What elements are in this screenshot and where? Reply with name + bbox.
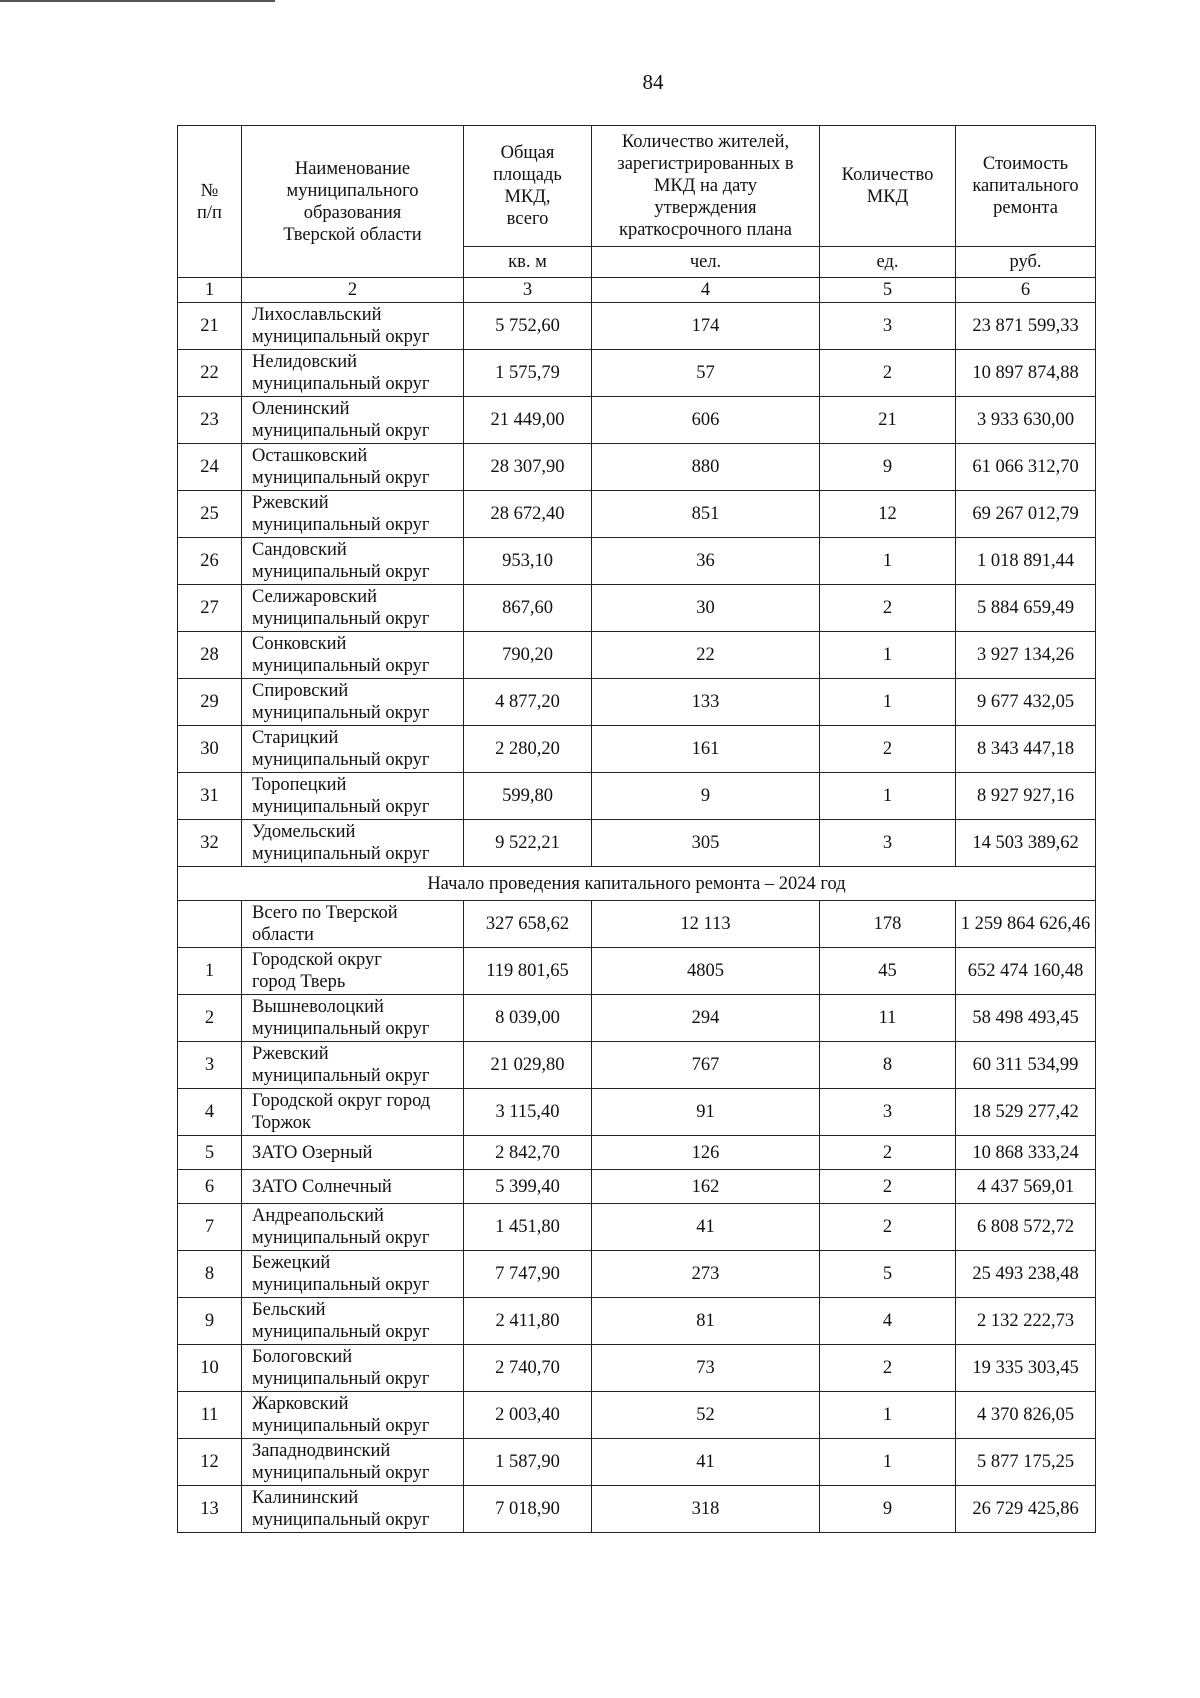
- unit-area: кв. м: [464, 247, 592, 278]
- header-residents: Количество жителей, зарегистрированных в МКД на дату утверждения краткосрочного плана: [592, 126, 820, 247]
- column-number: 2: [242, 278, 464, 303]
- total-area: 599,80: [464, 773, 592, 820]
- repair-cost: 3 933 630,00: [956, 397, 1096, 444]
- table-row: [178, 585, 1096, 632]
- residents-count: 52: [592, 1392, 820, 1439]
- repair-cost: 23 871 599,33: [956, 303, 1096, 350]
- building-count: 9: [820, 444, 956, 491]
- table-row: [178, 820, 1096, 867]
- column-number: 1: [178, 278, 242, 303]
- total-area: 2 740,70: [464, 1345, 592, 1392]
- municipality-name: [242, 679, 464, 726]
- building-count: 2: [820, 350, 956, 397]
- row-number: 2: [178, 995, 242, 1042]
- repair-cost: 9 677 432,05: [956, 679, 1096, 726]
- table-row: [178, 1439, 1096, 1486]
- repair-cost: 6 808 572,72: [956, 1204, 1096, 1251]
- row-number: 21: [178, 303, 242, 350]
- municipality-name-text: Бельский муниципальный округ: [252, 1300, 430, 1342]
- total-area: 28 672,40: [464, 491, 592, 538]
- building-count: 1: [820, 1439, 956, 1486]
- row-number: [178, 901, 242, 948]
- table-header-row: [178, 126, 1096, 247]
- residents-count: 126: [592, 1136, 820, 1170]
- municipality-name: [242, 1486, 464, 1533]
- residents-count: 851: [592, 491, 820, 538]
- table-row: [178, 444, 1096, 491]
- repair-cost: 25 493 238,48: [956, 1251, 1096, 1298]
- municipality-name-text: Западнодвинский муниципальный округ: [252, 1441, 430, 1483]
- row-number: 8: [178, 1251, 242, 1298]
- residents-count: 318: [592, 1486, 820, 1533]
- repair-cost: 60 311 534,99: [956, 1042, 1096, 1089]
- building-count: 3: [820, 820, 956, 867]
- residents-count: 41: [592, 1439, 820, 1486]
- repair-cost: 26 729 425,86: [956, 1486, 1096, 1533]
- building-count: 9: [820, 1486, 956, 1533]
- municipality-name-text: Нелидовский муниципальный округ: [252, 352, 430, 394]
- total-area: 5 399,40: [464, 1170, 592, 1204]
- building-count: 2: [820, 585, 956, 632]
- row-number: 5: [178, 1136, 242, 1170]
- municipality-name-text: Бологовский муниципальный округ: [252, 1347, 430, 1389]
- unit-cost: руб.: [956, 247, 1096, 278]
- municipality-name-text: Городской округ город Тверь: [252, 950, 382, 992]
- building-count: 2: [820, 1204, 956, 1251]
- unit-count: ед.: [820, 247, 956, 278]
- building-count: 8: [820, 1042, 956, 1089]
- column-number: 3: [464, 278, 592, 303]
- municipality-name: [242, 995, 464, 1042]
- table-row: [178, 632, 1096, 679]
- total-area: 119 801,65: [464, 948, 592, 995]
- residents-count: 606: [592, 397, 820, 444]
- repair-cost: 18 529 277,42: [956, 1089, 1096, 1136]
- table-row: [178, 995, 1096, 1042]
- header-count: Количество МКД: [820, 126, 956, 247]
- header-number: № п/п: [178, 126, 242, 278]
- scan-edge-line: [0, 0, 275, 2]
- residents-count: 273: [592, 1251, 820, 1298]
- repair-cost: 1 018 891,44: [956, 538, 1096, 585]
- municipality-name: [242, 350, 464, 397]
- residents-count: 767: [592, 1042, 820, 1089]
- building-count: 2: [820, 1136, 956, 1170]
- municipality-name: [242, 1392, 464, 1439]
- municipality-name: [242, 820, 464, 867]
- residents-count: 133: [592, 679, 820, 726]
- municipality-name: [242, 1170, 464, 1204]
- building-count: 3: [820, 1089, 956, 1136]
- municipality-name: [242, 491, 464, 538]
- row-number: 6: [178, 1170, 242, 1204]
- municipality-name: [242, 444, 464, 491]
- unit-residents: чел.: [592, 247, 820, 278]
- building-count: 3: [820, 303, 956, 350]
- municipality-name: [242, 773, 464, 820]
- row-number: 31: [178, 773, 242, 820]
- residents-count: 305: [592, 820, 820, 867]
- table-row: [178, 1392, 1096, 1439]
- municipality-name-text: Старицкий муниципальный округ: [252, 728, 430, 770]
- residents-count: 22: [592, 632, 820, 679]
- capital-repair-table: [177, 125, 1096, 1533]
- table-row: [178, 726, 1096, 773]
- building-count: 21: [820, 397, 956, 444]
- residents-count: 294: [592, 995, 820, 1042]
- row-number: 24: [178, 444, 242, 491]
- municipality-name: [242, 538, 464, 585]
- municipality-name-text: ЗАТО Озерный: [252, 1142, 373, 1163]
- municipality-name-text: Калининский муниципальный округ: [252, 1488, 430, 1530]
- column-number: 4: [592, 278, 820, 303]
- repair-cost: 8 343 447,18: [956, 726, 1096, 773]
- repair-cost: 1 259 864 626,46: [956, 901, 1096, 948]
- header-cost: Стоимость капитального ремонта: [956, 126, 1096, 247]
- repair-cost: 652 474 160,48: [956, 948, 1096, 995]
- municipality-name: [242, 632, 464, 679]
- residents-count: 9: [592, 773, 820, 820]
- residents-count: 4805: [592, 948, 820, 995]
- total-area: 1 575,79: [464, 350, 592, 397]
- table-row: [178, 1298, 1096, 1345]
- building-count: 2: [820, 726, 956, 773]
- repair-cost: 8 927 927,16: [956, 773, 1096, 820]
- total-area: 1 451,80: [464, 1204, 592, 1251]
- municipality-name-text: Всего по Тверской области: [252, 903, 398, 945]
- municipality-name: [242, 726, 464, 773]
- municipality-name: [242, 1439, 464, 1486]
- building-count: 5: [820, 1251, 956, 1298]
- residents-count: 162: [592, 1170, 820, 1204]
- residents-count: 57: [592, 350, 820, 397]
- building-count: 2: [820, 1345, 956, 1392]
- table-row: [178, 948, 1096, 995]
- total-area: 9 522,21: [464, 820, 592, 867]
- municipality-name: [242, 397, 464, 444]
- row-number: 13: [178, 1486, 242, 1533]
- table-row: [178, 1204, 1096, 1251]
- table-row: [178, 303, 1096, 350]
- total-area: 2 842,70: [464, 1136, 592, 1170]
- municipality-name: [242, 303, 464, 350]
- repair-cost: 2 132 222,73: [956, 1298, 1096, 1345]
- row-number: 29: [178, 679, 242, 726]
- residents-count: 880: [592, 444, 820, 491]
- table-row: [178, 1136, 1096, 1170]
- building-count: 11: [820, 995, 956, 1042]
- building-count: 1: [820, 773, 956, 820]
- municipality-name-text: Оленинский муниципальный округ: [252, 399, 430, 441]
- municipality-name-text: Жарковский муниципальный округ: [252, 1394, 430, 1436]
- residents-count: 91: [592, 1089, 820, 1136]
- header-area: Общая площадь МКД, всего: [464, 126, 592, 247]
- municipality-name: [242, 1042, 464, 1089]
- municipality-name-text: Осташковский муниципальный округ: [252, 446, 430, 488]
- total-area: 327 658,62: [464, 901, 592, 948]
- row-number: 11: [178, 1392, 242, 1439]
- repair-cost: 19 335 303,45: [956, 1345, 1096, 1392]
- municipality-name-text: Сандовский муниципальный округ: [252, 540, 430, 582]
- table-row: [178, 350, 1096, 397]
- repair-cost: 61 066 312,70: [956, 444, 1096, 491]
- municipality-name: [242, 1251, 464, 1298]
- total-area: 2 003,40: [464, 1392, 592, 1439]
- section-title: Начало проведения капитального ремонта – 2024 год: [178, 867, 1096, 901]
- municipality-name-text: Бежецкий муниципальный округ: [252, 1253, 430, 1295]
- table-row: [178, 397, 1096, 444]
- header-name: Наименование муниципального образования Тверской области: [242, 126, 464, 278]
- table-row: [178, 491, 1096, 538]
- municipality-name-text: Сонковский муниципальный округ: [252, 634, 430, 676]
- total-area: 7 018,90: [464, 1486, 592, 1533]
- building-count: 1: [820, 679, 956, 726]
- municipality-name: [242, 1345, 464, 1392]
- building-count: 1: [820, 1392, 956, 1439]
- page-number: 84: [642, 70, 664, 94]
- residents-count: 36: [592, 538, 820, 585]
- row-number: 22: [178, 350, 242, 397]
- residents-count: 161: [592, 726, 820, 773]
- total-area: 2 411,80: [464, 1298, 592, 1345]
- repair-cost: 10 897 874,88: [956, 350, 1096, 397]
- repair-cost: 69 267 012,79: [956, 491, 1096, 538]
- table-row: [178, 1345, 1096, 1392]
- building-count: 4: [820, 1298, 956, 1345]
- table-row: [178, 1089, 1096, 1136]
- building-count: 45: [820, 948, 956, 995]
- municipality-name-text: Андреапольский муниципальный округ: [252, 1206, 430, 1248]
- building-count: 2: [820, 1170, 956, 1204]
- municipality-name: [242, 1089, 464, 1136]
- table-row: [178, 773, 1096, 820]
- municipality-name: [242, 1298, 464, 1345]
- row-number: 9: [178, 1298, 242, 1345]
- row-number: 30: [178, 726, 242, 773]
- table-row: [178, 538, 1096, 585]
- total-area: 867,60: [464, 585, 592, 632]
- municipality-name: [242, 901, 464, 948]
- row-number: 12: [178, 1439, 242, 1486]
- column-number: 5: [820, 278, 956, 303]
- municipality-name-text: Селижаровский муниципальный округ: [252, 587, 430, 629]
- municipality-name-text: Ржевский муниципальный округ: [252, 1044, 430, 1086]
- building-count: 1: [820, 538, 956, 585]
- total-area: 790,20: [464, 632, 592, 679]
- row-number: 23: [178, 397, 242, 444]
- row-number: 3: [178, 1042, 242, 1089]
- total-area: 1 587,90: [464, 1439, 592, 1486]
- table-row: [178, 1486, 1096, 1533]
- municipality-name-text: ЗАТО Солнечный: [252, 1176, 392, 1197]
- total-area: 4 877,20: [464, 679, 592, 726]
- section-title-row: [178, 867, 1096, 901]
- repair-cost: 5 884 659,49: [956, 585, 1096, 632]
- repair-cost: 58 498 493,45: [956, 995, 1096, 1042]
- residents-count: 12 113: [592, 901, 820, 948]
- total-area: 953,10: [464, 538, 592, 585]
- residents-count: 81: [592, 1298, 820, 1345]
- row-number: 4: [178, 1089, 242, 1136]
- municipality-name: [242, 1204, 464, 1251]
- municipality-name: [242, 585, 464, 632]
- building-count: 178: [820, 901, 956, 948]
- municipality-name-text: Удомельский муниципальный округ: [252, 822, 430, 864]
- row-number: 7: [178, 1204, 242, 1251]
- column-number-row: [178, 278, 1096, 303]
- table-row: [178, 1042, 1096, 1089]
- municipality-name: [242, 948, 464, 995]
- repair-cost: 10 868 333,24: [956, 1136, 1096, 1170]
- building-count: 12: [820, 491, 956, 538]
- municipality-name: [242, 1136, 464, 1170]
- municipality-name-text: Ржевский муниципальный округ: [252, 493, 430, 535]
- row-number: 32: [178, 820, 242, 867]
- total-area: 2 280,20: [464, 726, 592, 773]
- repair-cost: 4 437 569,01: [956, 1170, 1096, 1204]
- row-number: 28: [178, 632, 242, 679]
- repair-cost: 3 927 134,26: [956, 632, 1096, 679]
- building-count: 1: [820, 632, 956, 679]
- table-row: [178, 1170, 1096, 1204]
- residents-count: 73: [592, 1345, 820, 1392]
- column-number: 6: [956, 278, 1096, 303]
- row-number: 10: [178, 1345, 242, 1392]
- municipality-name-text: Торопецкий муниципальный округ: [252, 775, 430, 817]
- municipality-name-text: Городской округ город Торжок: [252, 1091, 431, 1133]
- total-area: 5 752,60: [464, 303, 592, 350]
- municipality-name-text: Лихославльский муниципальный округ: [252, 305, 430, 347]
- repair-cost: 4 370 826,05: [956, 1392, 1096, 1439]
- repair-cost: 5 877 175,25: [956, 1439, 1096, 1486]
- repair-cost: 14 503 389,62: [956, 820, 1096, 867]
- total-area: 21 029,80: [464, 1042, 592, 1089]
- residents-count: 30: [592, 585, 820, 632]
- total-area: 21 449,00: [464, 397, 592, 444]
- residents-count: 41: [592, 1204, 820, 1251]
- total-area: 3 115,40: [464, 1089, 592, 1136]
- row-number: 1: [178, 948, 242, 995]
- table-row: [178, 1251, 1096, 1298]
- total-area: 28 307,90: [464, 444, 592, 491]
- total-area: 8 039,00: [464, 995, 592, 1042]
- municipality-name-text: Вышневолоцкий муниципальный округ: [252, 997, 430, 1039]
- row-number: 27: [178, 585, 242, 632]
- table-row: [178, 679, 1096, 726]
- row-number: 26: [178, 538, 242, 585]
- total-area: 7 747,90: [464, 1251, 592, 1298]
- table-row: [178, 901, 1096, 948]
- row-number: 25: [178, 491, 242, 538]
- residents-count: 174: [592, 303, 820, 350]
- municipality-name-text: Спировский муниципальный округ: [252, 681, 430, 723]
